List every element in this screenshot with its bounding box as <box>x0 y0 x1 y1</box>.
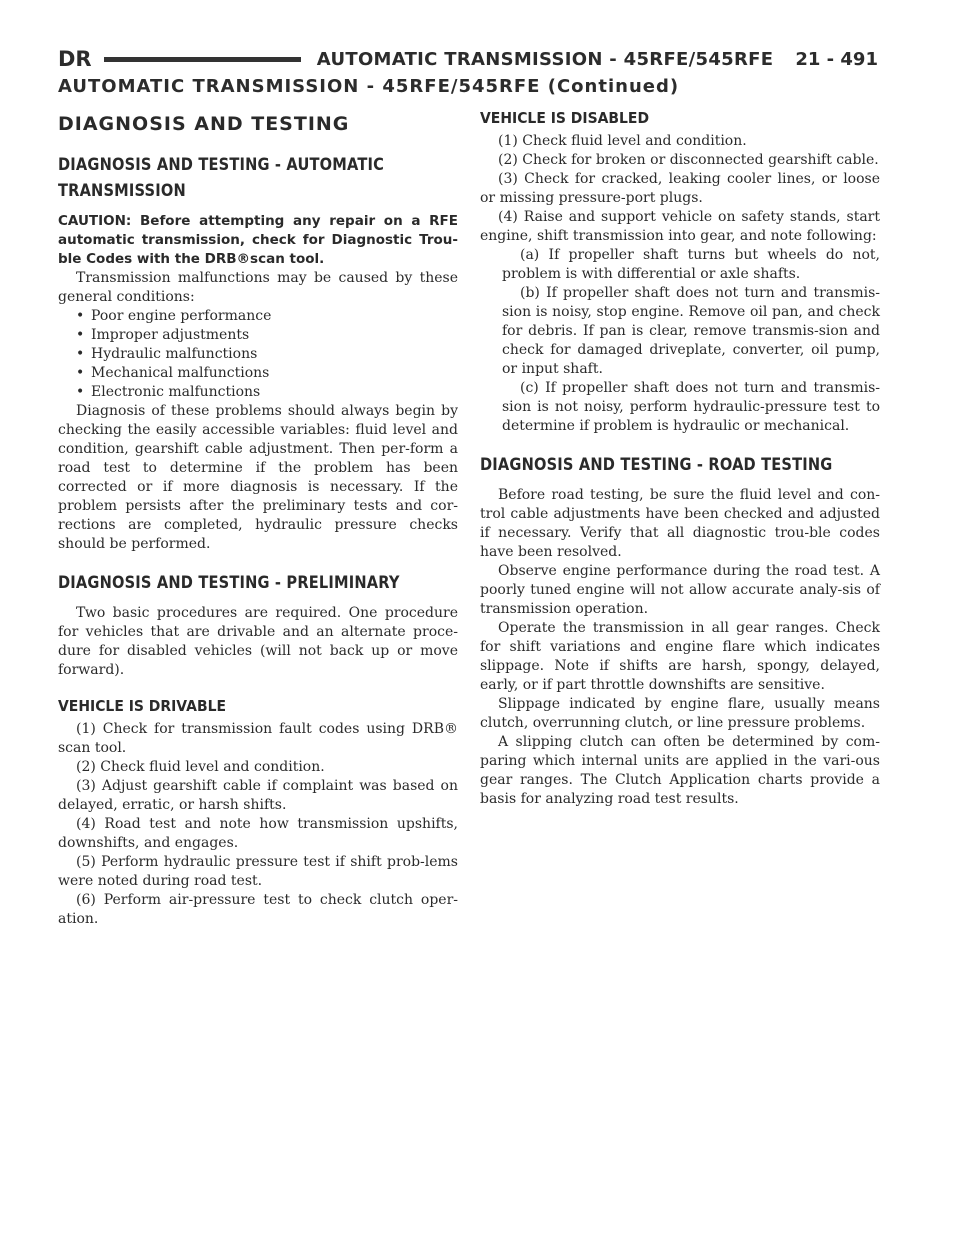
heading-line-1: DIAGNOSIS AND TESTING - AUTOMATIC <box>58 155 384 175</box>
header-section-code: DR <box>58 47 92 71</box>
intro-paragraph: Transmission malfunctions may be caused by these general conditions: <box>58 270 458 305</box>
list-item: • Hydraulic malfunctions <box>76 345 458 364</box>
list-item: • Electronic malfunctions <box>76 383 458 402</box>
continued-heading: AUTOMATIC TRANSMISSION - 45RFE/545RFE (Continued) <box>58 76 680 97</box>
step-item: (4) Raise and support vehicle on safety stands, start engine, shift transmission into gear, and note following: <box>480 209 880 244</box>
heading-vehicle-disabled: VEHICLE IS DISABLED <box>480 109 650 127</box>
step-item: (6) Perform air-pressure test to check clutch oper-ation. <box>58 892 458 927</box>
substep-item: (b) If propeller shaft does not turn and transmis-sion is noisy, stop engine. Remove oil pan, and check for debris. If pan is clear, remove transmis-sion and check for damaged driveplate, converter, oil pump, or input shaft. <box>502 285 880 377</box>
header-rule <box>104 57 301 62</box>
step-item: (5) Perform hydraulic pressure test if shift prob-lems were noted during road test. <box>58 854 458 889</box>
heading-line-2: TRANSMISSION <box>58 181 186 201</box>
substep-item: (a) If propeller shaft turns but wheels do not, problem is with differential or axle shafts. <box>502 247 880 282</box>
header-title: AUTOMATIC TRANSMISSION - 45RFE/545RFE <box>316 48 774 70</box>
step-item: (1) Check fluid level and condition. <box>498 133 747 149</box>
section-heading-diagnosis: DIAGNOSIS AND TESTING <box>58 113 350 135</box>
road-paragraph: Observe engine performance during the road test. A poorly tuned engine will not allow accurate analy-sis of transmission operation. <box>480 563 880 617</box>
list-item: • Improper adjustments <box>76 326 458 345</box>
list-item: • Poor engine performance <box>76 307 458 326</box>
preliminary-paragraph: Two basic procedures are required. One procedure for vehicles that are drivable and an alternate proce-dure for disabled vehicles (will not back up or move forward). <box>58 605 458 678</box>
left-column <box>58 110 458 929</box>
step-item: (1) Check for transmission fault codes using DRB® scan tool. <box>58 721 458 756</box>
conditions-list <box>58 307 458 402</box>
page-header <box>58 44 878 74</box>
step-item: (3) Check for cracked, leaking cooler lines, or loose or missing pressure-port plugs. <box>480 171 880 206</box>
step-item: (4) Road test and note how transmission upshifts, downshifts, and engages. <box>58 816 458 851</box>
heading-road-testing: DIAGNOSIS AND TESTING - ROAD TESTING <box>480 455 833 475</box>
substep-item: (c) If propeller shaft does not turn and transmis-sion is not noisy, perform hydraulic-pressure test to determine if problem is hydraulic or mechanical. <box>502 380 880 434</box>
caution-note: CAUTION: Before attempting any repair on a RFE automatic transmission, check for Diagnostic Trou-ble Codes with the DRB®scan tool. <box>58 213 458 267</box>
list-item: • Mechanical malfunctions <box>76 364 458 383</box>
step-item: (2) Check fluid level and condition. <box>76 759 325 775</box>
heading-preliminary: DIAGNOSIS AND TESTING - PRELIMINARY <box>58 573 400 593</box>
road-paragraph: A slipping clutch can often be determined by com-paring which internal units are applied in the vari-ous gear ranges. The Clutch Application charts provide a basis for analyzing road test results. <box>480 734 880 807</box>
diagnosis-paragraph: Diagnosis of these problems should always begin by checking the easily accessible variables: fluid level and condition, gearshift cable adjustment. Then per-form a road test to determine if the problem has been corrected or if more diagnosis is necessary. If the problem persists after the preliminary tests and cor-rections are completed, hydraulic pressure checks should be performed. <box>58 403 458 552</box>
right-column <box>480 108 880 809</box>
step-item: (2) Check for broken or disconnected gearshift cable. <box>498 152 879 168</box>
step-item: (3) Adjust gearshift cable if complaint was based on delayed, erratic, or harsh shifts. <box>58 778 458 813</box>
page-number: 21 - 491 <box>795 48 878 70</box>
road-paragraph: Operate the transmission in all gear ranges. Check for shift variations and engine flare which indicates slippage. Note if shifts are harsh, spongy, delayed, early, or if part throttle downshifts are sensitive. <box>480 620 880 693</box>
road-paragraph: Slippage indicated by engine flare, usually means clutch, overrunning clutch, or line pressure problems. <box>480 696 880 731</box>
heading-vehicle-drivable: VEHICLE IS DRIVABLE <box>58 697 227 715</box>
heading-automatic-transmission <box>58 152 402 204</box>
road-paragraph: Before road testing, be sure the fluid level and con-trol cable adjustments have been checked and adjusted if necessary. Verify that all diagnostic trou-ble codes have been resolved. <box>480 487 880 560</box>
